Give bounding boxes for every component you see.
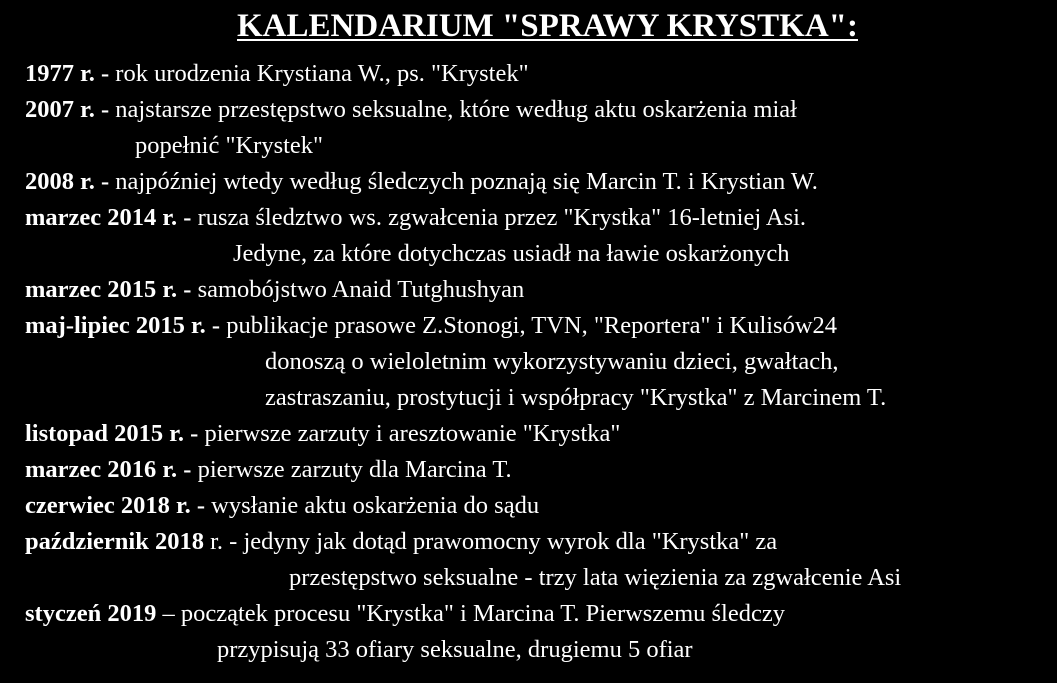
entry-date: styczeń 2019 xyxy=(25,600,157,627)
entry-text: publikacje prasowe Z.Stonogi, TVN, "Reportera" i Kulisów24 xyxy=(220,312,838,339)
entry-date-suffix: r. - xyxy=(210,528,244,555)
timeline-entry xyxy=(25,524,1050,596)
timeline-entry xyxy=(25,200,1050,272)
entry-text: rusza śledztwo ws. zgwałcenia przez "Krystka" 16-letniej Asi. xyxy=(191,204,807,231)
timeline-entry xyxy=(25,452,1050,488)
entry-date: marzec 2014 r. - xyxy=(25,204,192,231)
entry-text: jedyny jak dotąd prawomocny wyrok dla "Krystka" za xyxy=(243,528,778,555)
timeline-entry xyxy=(25,488,1050,524)
entry-text: – początek procesu "Krystka" i Marcina T. Pierwszemu śledczy xyxy=(156,600,785,627)
timeline-entry xyxy=(25,164,1050,200)
timeline-entry xyxy=(25,56,1050,92)
entry-text: wysłanie aktu oskarżenia do sądu xyxy=(205,492,540,519)
document-title: KALENDARIUM "SPRAWY KRYSTKA": xyxy=(237,8,858,44)
entry-text: rok urodzenia Krystiana W., ps. "Krystek" xyxy=(109,60,529,87)
entry-date: marzec 2015 r. - xyxy=(25,276,192,303)
entry-text: pierwsze zarzuty i aresztowanie "Krystka" xyxy=(198,420,621,447)
entry-text: pierwsze zarzuty dla Marcina T. xyxy=(191,456,512,483)
entry-date: październik 2018 xyxy=(25,528,211,555)
entry-text: najpóźniej wtedy według śledczych poznają się Marcin T. i Krystian W. xyxy=(109,168,818,195)
entry-date: marzec 2016 r. - xyxy=(25,456,192,483)
entry-continuation: zastraszaniu, prostytucji i współpracy "Krystka" z Marcinem T. xyxy=(265,384,887,411)
entry-date: 2007 r. - xyxy=(25,96,110,123)
entry-continuation: donoszą o wieloletnim wykorzystywaniu dzieci, gwałtach, xyxy=(265,348,839,375)
entry-continuation: Jedyne, za które dotychczas usiadł na ławie oskarżonych xyxy=(233,240,790,267)
timeline-entry xyxy=(25,272,1050,308)
entry-date: czerwiec 2018 r. - xyxy=(25,492,206,519)
timeline-entry xyxy=(25,596,1050,668)
timeline-entry xyxy=(25,92,1050,164)
entry-date: maj-lipiec 2015 r. - xyxy=(25,312,221,339)
entry-date: 1977 r. - xyxy=(25,60,110,87)
timeline-list xyxy=(25,56,1050,668)
entry-date: 2008 r. - xyxy=(25,168,110,195)
entry-text: najstarsze przestępstwo seksualne, które według aktu oskarżenia miał xyxy=(109,96,797,123)
entry-continuation: przestępstwo seksualne - trzy lata więzienia za zgwałcenie Asi xyxy=(289,564,902,591)
entry-text: samobójstwo Anaid Tutghushyan xyxy=(191,276,525,303)
entry-date: listopad 2015 r. - xyxy=(25,420,199,447)
entry-continuation: popełnić "Krystek" xyxy=(135,132,324,159)
timeline-entry xyxy=(25,416,1050,452)
entry-continuation: przypisują 33 ofiary seksualne, drugiemu 5 ofiar xyxy=(217,636,693,663)
timeline-entry xyxy=(25,308,1050,416)
